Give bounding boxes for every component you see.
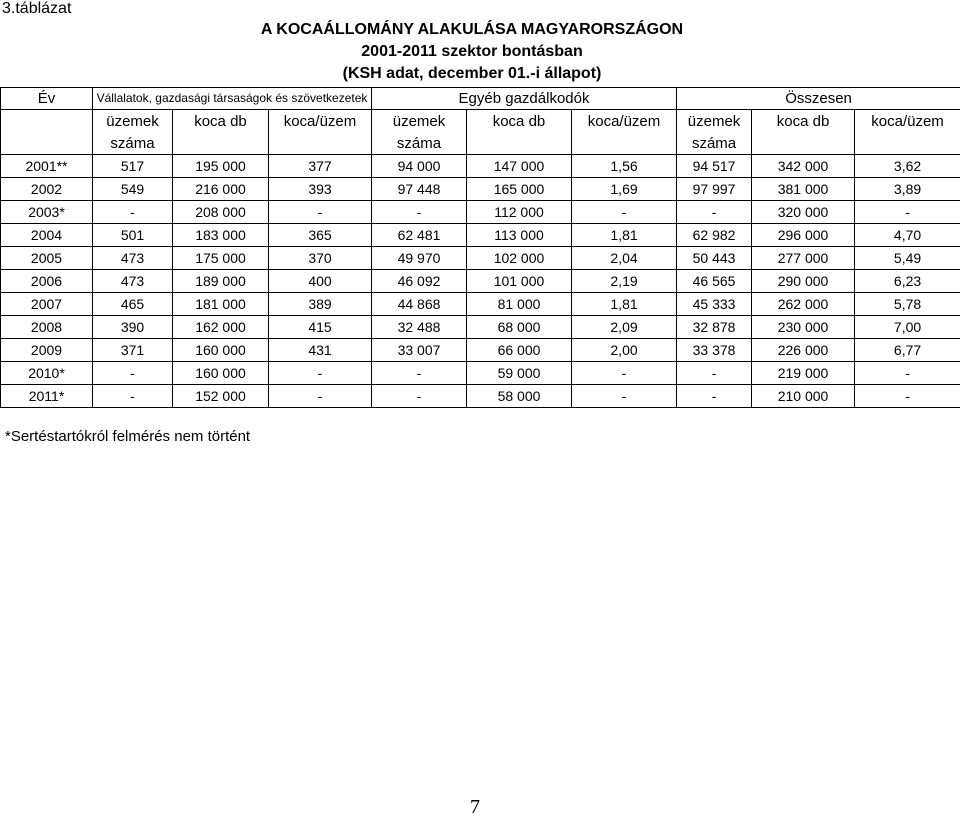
year-header-spacer xyxy=(1,110,93,133)
table-cell: 389 xyxy=(269,293,372,316)
table-cell: - xyxy=(677,385,752,408)
table-cell: - xyxy=(572,362,677,385)
table-row xyxy=(1,293,960,316)
table-row xyxy=(1,385,960,408)
table-cell: 210 000 xyxy=(752,385,855,408)
table-cell: 59 000 xyxy=(467,362,572,385)
table-row xyxy=(1,155,960,178)
table-cell: 5,49 xyxy=(855,247,960,270)
table-cell: 102 000 xyxy=(467,247,572,270)
table-cell: 393 xyxy=(269,178,372,201)
table-cell: 2,09 xyxy=(572,316,677,339)
table-row xyxy=(1,316,960,339)
year-cell: 2006 xyxy=(1,270,93,293)
footnote: *Sertéstartókról felmérés nem történt xyxy=(5,428,251,445)
table-cell: - xyxy=(372,201,467,224)
year-cell: 2002 xyxy=(1,178,93,201)
table-cell: 377 xyxy=(269,155,372,178)
column-header-row-1 xyxy=(1,110,960,133)
page-number: 7 xyxy=(470,796,480,818)
table-cell: 320 000 xyxy=(752,201,855,224)
group-header-companies: Vállalatok, gazdasági társaságok és szövetkezetek xyxy=(93,88,372,110)
table-cell: 465 xyxy=(93,293,173,316)
col-header-farms-line2: száma xyxy=(677,132,752,155)
year-header: Év xyxy=(1,88,93,110)
table-cell: 2,00 xyxy=(572,339,677,362)
table-cell: 160 000 xyxy=(173,362,269,385)
table-cell: 208 000 xyxy=(173,201,269,224)
table-cell: 160 000 xyxy=(173,339,269,362)
table-cell: 549 xyxy=(93,178,173,201)
table-cell: 97 997 xyxy=(677,178,752,201)
page-source-note: (KSH adat, december 01.-i állapot) xyxy=(342,65,602,82)
table-cell: - xyxy=(572,385,677,408)
table-cell: 3,62 xyxy=(855,155,960,178)
col-header-sows-per-farm: koca/üzem xyxy=(572,110,677,133)
table-cell: 45 333 xyxy=(677,293,752,316)
table-cell: 1,81 xyxy=(572,224,677,247)
table-cell: 517 xyxy=(93,155,173,178)
table-cell: 390 xyxy=(93,316,173,339)
table-cell: 33 007 xyxy=(372,339,467,362)
table-cell: 1,56 xyxy=(572,155,677,178)
table-cell: 97 448 xyxy=(372,178,467,201)
group-header-total: Összesen xyxy=(677,88,960,110)
table-cell: 262 000 xyxy=(752,293,855,316)
table-row xyxy=(1,362,960,385)
table-row xyxy=(1,201,960,224)
table-cell: 371 xyxy=(93,339,173,362)
table-cell: - xyxy=(855,385,960,408)
table-cell: - xyxy=(93,362,173,385)
table-cell: 175 000 xyxy=(173,247,269,270)
table-cell: 183 000 xyxy=(173,224,269,247)
table-cell: 219 000 xyxy=(752,362,855,385)
table-cell: 189 000 xyxy=(173,270,269,293)
col-header-farms-line2: száma xyxy=(372,132,467,155)
table-cell: - xyxy=(677,362,752,385)
table-cell: - xyxy=(677,201,752,224)
table-cell: 216 000 xyxy=(173,178,269,201)
table-cell: 5,78 xyxy=(855,293,960,316)
year-header-spacer xyxy=(1,132,93,155)
table-cell: 365 xyxy=(269,224,372,247)
page-subtitle: 2001-2011 szektor bontásban xyxy=(361,43,583,60)
table-head xyxy=(1,88,960,155)
table-cell: - xyxy=(372,385,467,408)
column-header-row-2 xyxy=(1,132,960,155)
table-cell: 370 xyxy=(269,247,372,270)
table-cell: 1,81 xyxy=(572,293,677,316)
table-cell: 6,77 xyxy=(855,339,960,362)
table-cell: 6,23 xyxy=(855,270,960,293)
col-header-sows-per-farm-line2 xyxy=(572,132,677,155)
table-cell: 147 000 xyxy=(467,155,572,178)
table-cell: 49 970 xyxy=(372,247,467,270)
table-cell: 230 000 xyxy=(752,316,855,339)
col-header-farms-line2: száma xyxy=(93,132,173,155)
table-cell: 62 982 xyxy=(677,224,752,247)
table-cell: 66 000 xyxy=(467,339,572,362)
table-row xyxy=(1,224,960,247)
table-cell: - xyxy=(269,201,372,224)
table-cell: 113 000 xyxy=(467,224,572,247)
col-header-farms: üzemek xyxy=(372,110,467,133)
table-cell: 94 000 xyxy=(372,155,467,178)
table-cell: 94 517 xyxy=(677,155,752,178)
table-cell: 32 488 xyxy=(372,316,467,339)
table-cell: 381 000 xyxy=(752,178,855,201)
table-cell: 400 xyxy=(269,270,372,293)
col-header-sows-per-farm: koca/üzem xyxy=(855,110,960,133)
table-row xyxy=(1,270,960,293)
table-cell: 46 092 xyxy=(372,270,467,293)
table-cell: 101 000 xyxy=(467,270,572,293)
table-cell: 501 xyxy=(93,224,173,247)
col-header-sows-per-farm-line2 xyxy=(269,132,372,155)
year-cell: 2005 xyxy=(1,247,93,270)
table-cell: 1,69 xyxy=(572,178,677,201)
table-cell: 342 000 xyxy=(752,155,855,178)
table-cell: 58 000 xyxy=(467,385,572,408)
table-row xyxy=(1,178,960,201)
table-cell: 3,89 xyxy=(855,178,960,201)
col-header-sows-per-farm: koca/üzem xyxy=(269,110,372,133)
year-cell: 2003* xyxy=(1,201,93,224)
col-header-farms: üzemek xyxy=(93,110,173,133)
table-row xyxy=(1,339,960,362)
year-cell: 2010* xyxy=(1,362,93,385)
table-cell: 32 878 xyxy=(677,316,752,339)
year-cell: 2008 xyxy=(1,316,93,339)
page-title: A KOCAÁLLOMÁNY ALAKULÁSA MAGYARORSZÁGON xyxy=(260,21,684,38)
table-cell: 165 000 xyxy=(467,178,572,201)
table-cell: 112 000 xyxy=(467,201,572,224)
group-header-row xyxy=(1,88,960,110)
sow-stock-table xyxy=(0,87,960,408)
table-cell: 415 xyxy=(269,316,372,339)
table-cell: 290 000 xyxy=(752,270,855,293)
table-cell: 473 xyxy=(93,270,173,293)
table-cell: - xyxy=(93,385,173,408)
table-cell: - xyxy=(93,201,173,224)
col-header-sows-per-farm-line2 xyxy=(855,132,960,155)
group-header-other-farmers: Egyéb gazdálkodók xyxy=(372,88,677,110)
col-header-sows-line2 xyxy=(173,132,269,155)
col-header-farms: üzemek xyxy=(677,110,752,133)
table-cell: - xyxy=(269,385,372,408)
year-cell: 2007 xyxy=(1,293,93,316)
table-row xyxy=(1,247,960,270)
year-cell: 2001** xyxy=(1,155,93,178)
table-cell: 2,04 xyxy=(572,247,677,270)
col-header-sows: koca db xyxy=(173,110,269,133)
col-header-sows-line2 xyxy=(752,132,855,155)
year-cell: 2009 xyxy=(1,339,93,362)
year-cell: 2004 xyxy=(1,224,93,247)
table-cell: 195 000 xyxy=(173,155,269,178)
table-cell: 81 000 xyxy=(467,293,572,316)
table-cell: 7,00 xyxy=(855,316,960,339)
table-cell: - xyxy=(855,201,960,224)
table-cell: 46 565 xyxy=(677,270,752,293)
col-header-sows: koca db xyxy=(467,110,572,133)
col-header-sows: koca db xyxy=(752,110,855,133)
table-cell: 62 481 xyxy=(372,224,467,247)
table-cell: - xyxy=(372,362,467,385)
table-cell: 152 000 xyxy=(173,385,269,408)
col-header-sows-line2 xyxy=(467,132,572,155)
table-cell: 44 868 xyxy=(372,293,467,316)
table-body xyxy=(1,155,960,408)
table-cell: - xyxy=(572,201,677,224)
table-cell: 431 xyxy=(269,339,372,362)
table-cell: 68 000 xyxy=(467,316,572,339)
table-cell: 181 000 xyxy=(173,293,269,316)
table-cell: 2,19 xyxy=(572,270,677,293)
year-cell: 2011* xyxy=(1,385,93,408)
table-cell: - xyxy=(855,362,960,385)
table-cell: 226 000 xyxy=(752,339,855,362)
table-cell: 277 000 xyxy=(752,247,855,270)
table-cell: 162 000 xyxy=(173,316,269,339)
table-cell: 296 000 xyxy=(752,224,855,247)
table-cell: 50 443 xyxy=(677,247,752,270)
table-label: 3.táblázat xyxy=(2,0,72,17)
table-cell: - xyxy=(269,362,372,385)
table-cell: 473 xyxy=(93,247,173,270)
table-cell: 33 378 xyxy=(677,339,752,362)
table-cell: 4,70 xyxy=(855,224,960,247)
